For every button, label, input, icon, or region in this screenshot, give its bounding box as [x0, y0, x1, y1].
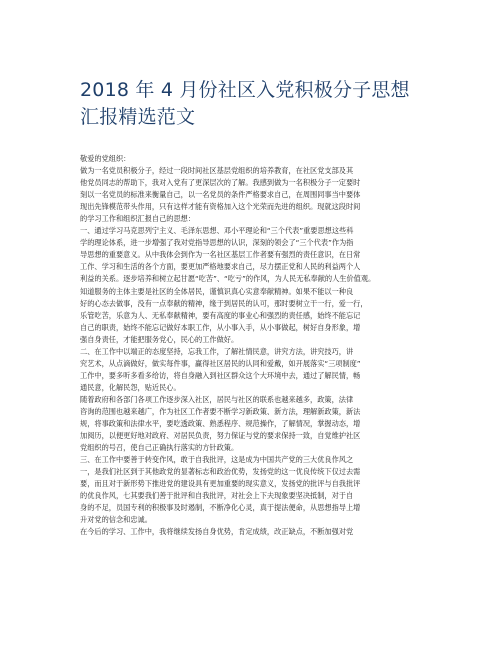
document-title: [80, 77, 430, 131]
body-line: 规，将事政策和法律水平，要吃透政策、熟悉程序、规范操作，了解情况，掌握动态，增: [80, 419, 361, 429]
body-line: 党组织的号召，使自己正确执行落实的方针政策。: [80, 443, 239, 453]
body-line: 导思想的重要意义。从中我体会到作为一名社区基层工作者要有强烈的责任意识，在日常: [80, 250, 361, 260]
body-line: 现出先锋模范带头作用，只有这样才能有资格加入这个光荣而先进的组织。现就这段时间: [80, 202, 361, 212]
body-line: 乐管吃苦，乐意为人、无私奉献精神，要有高度的事业心和强烈的责任感，始终不能忘记: [80, 310, 361, 320]
body-line: 刻以一名党员的标准来衡量自己，以一名党员的条件严格要求自己，在周围同事当中要体: [80, 190, 361, 200]
body-line: 学的理论体系，进一步增强了我对党指导思想的认识，深刻的领会了“三个代表”作为指: [80, 238, 354, 248]
body-line: 咨询的范围也越来越广，作为社区工作者要不断学习新政策、新方法，理解新政策，新法: [80, 406, 361, 416]
body-line: 工作、学习和生活的各个方面，要更加严格地要求自己，尽力摆正党和人民的利益两个人: [80, 262, 361, 272]
body-line: 三、在工作中要善于转变作风，敢于自我批评，这是成为中国共产党的三大优良作风之: [80, 455, 354, 465]
body-line: 工作中，要多听多看多给访，将自身融入到社区群众这个大环境中去，通过了解民情，畅: [80, 370, 361, 380]
body-line: 自己的职责，始终不能忘记做好本职工作，从小事入手，从小事做起，树好自身形象，增: [80, 322, 361, 332]
body-line: 的优良作风，七其要我们善于批评和自我批评，对社会上下夫现象要坚决抵制，对于自: [80, 491, 354, 501]
body-line: 敬爱的党组织：: [80, 154, 131, 163]
body-line: 通民意，化解民怨，贴近民心。: [80, 382, 181, 392]
body-line: 一、通过学习马克思列宁主义、毛泽东思想、邓小平理论和“三个代表”重要思想这些科: [80, 226, 354, 236]
body-line: 在今后的学习、工作中，我将继续发扬自身优势，肯定成绩，改正缺点，不断加强对党: [80, 527, 354, 537]
body-line: 的学习工作和组织汇报自己的思想：: [80, 214, 196, 224]
body-line: 他党员同志的帮助下，我对入党有了更深层次的了解。我感到做为一名积极分子一定要时: [80, 178, 361, 188]
body-line: 一，是我们社区到于其他政党的显著标志和政治优势，发扬党的这一优良传统下仅过去需: [80, 467, 361, 477]
body-line: 强自身责任，才能把服务党心，民心的工作做好。: [80, 334, 239, 344]
body-line: 利益的关系。逐步培养和树立起甘愿“吃苦”、“吃亏”的作风，为人民无私奉献的人生价值观。: [80, 274, 376, 284]
document-body: [80, 153, 425, 643]
title-line-1: 2018 年 4 月份社区入党积极分子思想: [80, 78, 410, 101]
body-line: 加阅历，以便更好地对政府、对居民负责，努力保证与党的要求保持一致，自觉维护社区: [80, 431, 361, 441]
body-line: 究艺术，从点滴做好，做实每件事，赢得社区居民的认同和爱戴，如开展落实“三项制度”: [80, 358, 361, 368]
body-line: 升对党的信念和忠诚。: [80, 515, 152, 525]
body-line: 要，而且对于新形势下推进党的建设具有更加重要的现实意义，发扬党的批评与自我批评: [80, 479, 361, 489]
body-line: 二、在工作中以端正的态度坚持，忘我工作，了解社情民意，讲究方法，讲究技巧，讲: [80, 346, 354, 356]
body-line: 身的不足，员国专利的积极事及时遏制，不断净化心灵，真于提法便命，从思想指导上增: [80, 503, 361, 513]
body-line: 做为一名党员积极分子，经过一段时间社区基层党组织的培养教育，在社区党支部及其: [80, 166, 354, 176]
title-line-2: 汇报精选范文: [80, 105, 196, 128]
body-line: 好的心态去做事，没有一点奉献的精神，缘于到居民的认可，那时要树立干一行，爱一行，: [80, 298, 368, 308]
body-line: 随着政府和各部门各项工作逐步深入社区，居民与社区的联系也越来越多，政策，法律: [80, 394, 354, 404]
body-line: 知道服务的主体主要是社区的全体居民，谨慎识真心实意奉献精神。如果不能以一种良: [80, 286, 354, 296]
